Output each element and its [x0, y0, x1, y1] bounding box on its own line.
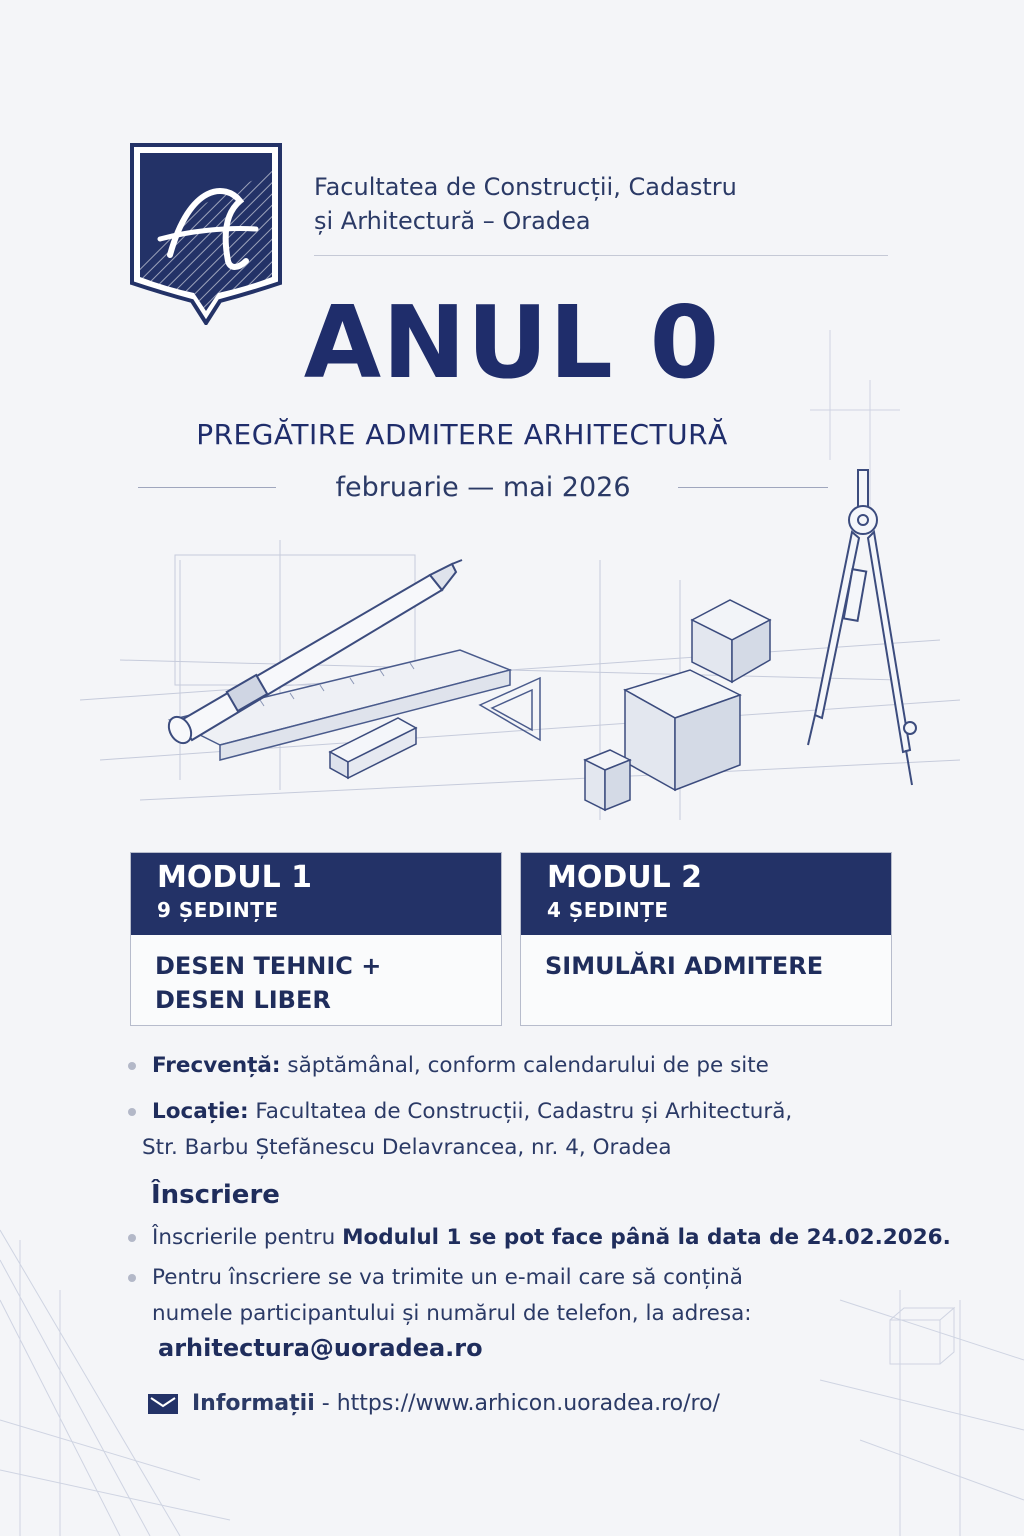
- drawing-compass-icon: [808, 470, 916, 785]
- module-description: [521, 949, 891, 983]
- frequency-value: săptămânal, conform calendarului de pe site: [287, 1053, 769, 1078]
- registration-deadline-bold: Modulul 1 se pot face până la data de 24.02.2026.: [342, 1225, 951, 1250]
- registration-instructions-line2: numele participantului și numărul de telefon, la adresa:: [152, 1301, 752, 1326]
- registration-heading: Înscriere: [151, 1180, 280, 1210]
- registration-deadline-prefix: Înscrierile pentru: [152, 1225, 336, 1250]
- bullet-icon: [128, 1108, 136, 1116]
- period-text: februarie — mai 2026: [335, 472, 631, 503]
- faculty-name-line2: și Arhitectură – Oradea: [314, 207, 591, 235]
- module-description-line2: DESEN LIBER: [155, 986, 331, 1014]
- module-description: [131, 949, 501, 1017]
- bullet-icon: [128, 1234, 136, 1242]
- registration-instructions: [152, 1260, 1012, 1332]
- cube-icon: [585, 600, 770, 810]
- location-label: Locație:: [152, 1099, 249, 1124]
- module-header: [521, 853, 891, 935]
- registration-item-2: [128, 1260, 1008, 1332]
- main-title: ANUL 0: [303, 284, 721, 401]
- subtitle: PREGĂTIRE ADMITERE ARHITECTURĂ: [196, 418, 728, 451]
- registration-instructions-line1: Pentru înscriere se va trimite un e-mail care să conțină: [152, 1265, 743, 1290]
- bullet-icon: [128, 1274, 136, 1282]
- location-text: [142, 1094, 1012, 1166]
- info-url-link[interactable]: https://www.arhicon.uoradea.ro/ro/: [336, 1391, 720, 1416]
- module-title: MODUL 2: [547, 860, 703, 895]
- registration-item-1: [128, 1220, 1008, 1256]
- module-description-line1: SIMULĂRI ADMITERE: [545, 952, 824, 980]
- faculty-name-line1: Facultatea de Construcții, Cadastru: [314, 173, 737, 201]
- module-header: [131, 853, 501, 935]
- info-separator: -: [314, 1391, 337, 1416]
- frequency-label: Frecvență:: [152, 1053, 281, 1078]
- registration-deadline-text: [152, 1220, 1012, 1256]
- drawing-tools-illustration: [80, 460, 980, 840]
- registration-email-link[interactable]: arhitectura@uoradea.ro: [158, 1334, 483, 1362]
- location-line2: Str. Barbu Ștefănescu Delavrancea, nr. 4, Oradea: [142, 1135, 672, 1160]
- info-text: [192, 1386, 720, 1422]
- frequency-text: [152, 1048, 1012, 1084]
- header-divider: [314, 255, 888, 256]
- location-line1: Facultatea de Construcții, Cadastru și Arhitectură,: [255, 1099, 793, 1124]
- info-label: Informații: [192, 1391, 315, 1416]
- module-sessions: 4 ȘEDINȚE: [547, 898, 669, 922]
- info-row: [148, 1386, 948, 1422]
- module-sessions: 9 ȘEDINȚE: [157, 898, 279, 922]
- bullet-icon: [128, 1062, 136, 1070]
- module-card-1: [130, 852, 502, 1026]
- module-card-2: [520, 852, 892, 1026]
- module-description-line1: DESEN TEHNIC +: [155, 952, 382, 980]
- faculty-name: [314, 170, 874, 238]
- module-title: MODUL 1: [157, 860, 313, 895]
- location-item: [128, 1094, 1008, 1166]
- frequency-item: [128, 1048, 1008, 1084]
- envelope-icon: [148, 1394, 178, 1414]
